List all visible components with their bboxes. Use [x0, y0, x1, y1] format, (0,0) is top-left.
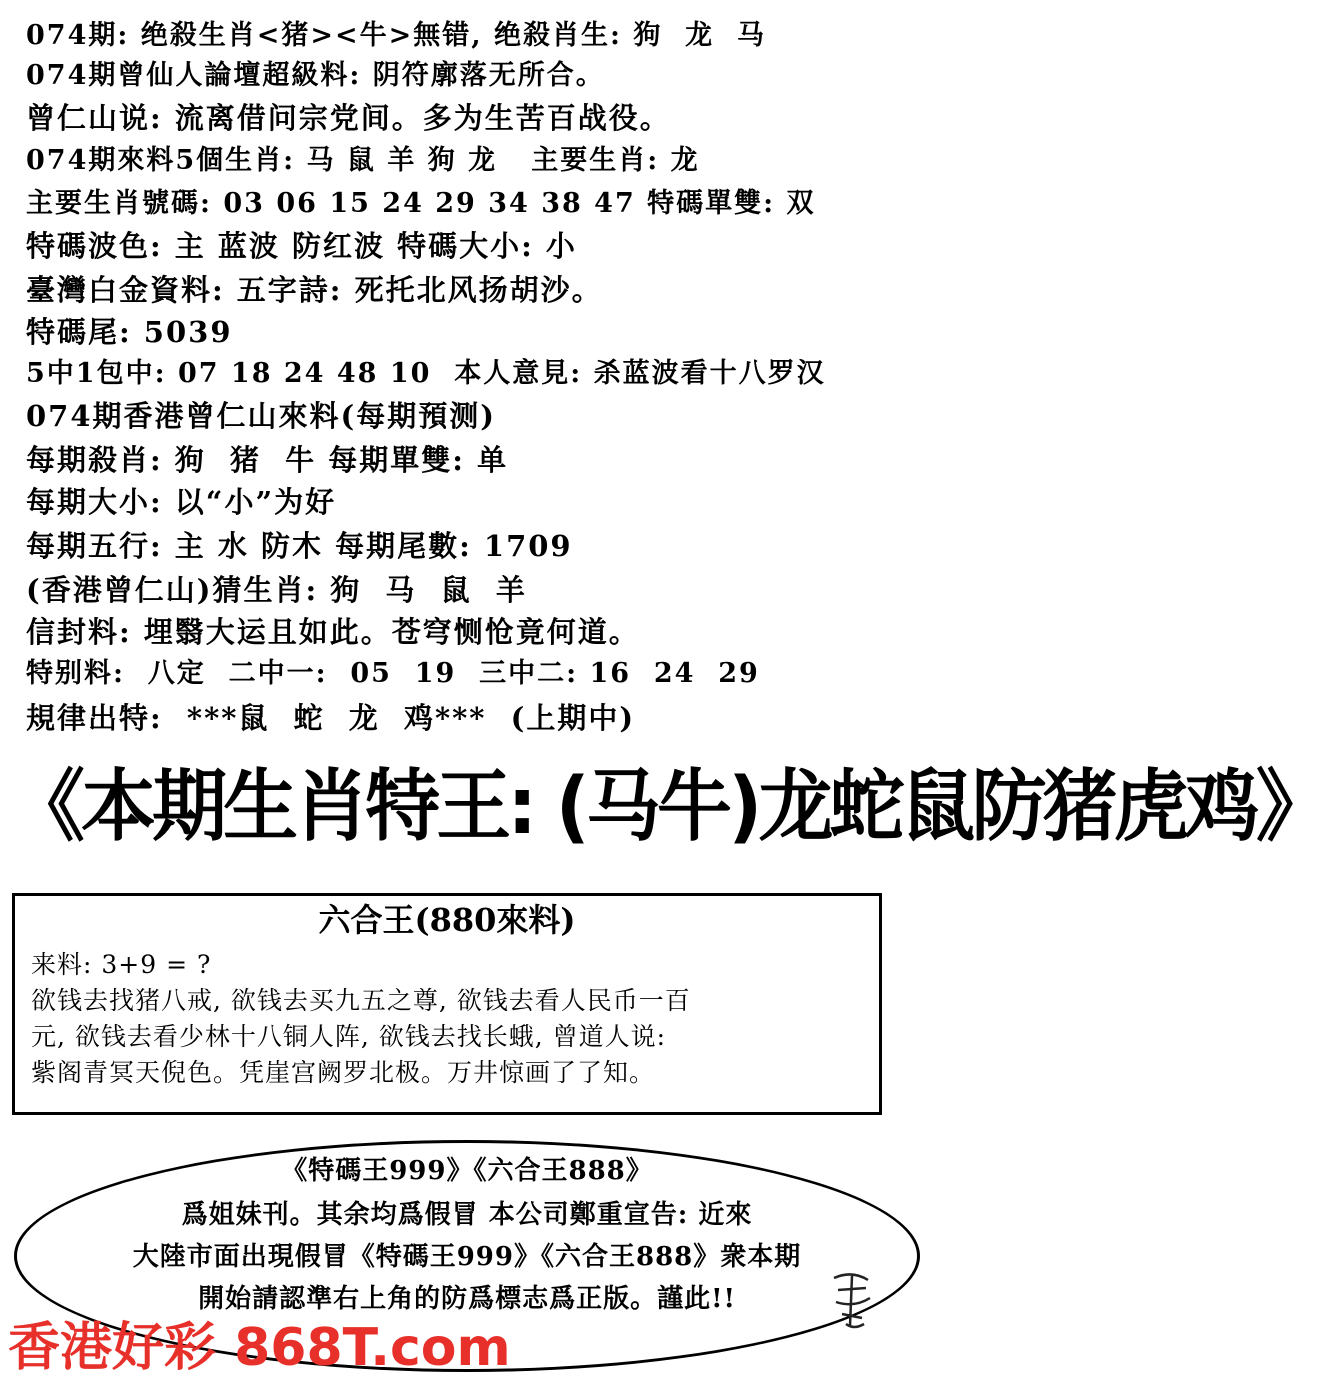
box-line-3: 元, 欲钱去看少林十八铜人阵, 欲钱去找长蛾, 曾道人说: [31, 1022, 667, 1051]
line-8: 特碼尾: 5039 [26, 315, 233, 349]
main-banner: 《本期生肖特王: (马牛)龙蛇鼠防猪虎鸡》 [10, 762, 1327, 852]
box-line-4: 紫阁青冥天倪色。凭崖宫阙罗北极。万井惊画了了知。 [31, 1058, 656, 1087]
notice-line-4: 開始請認準右上角的防爲標志爲正版。謹此!! [198, 1284, 736, 1314]
line-17: 規律出特: ***鼠 蛇 龙 鸡*** (上期中) [26, 701, 636, 735]
line-3: 曾仁山说: 流离借问宗党间。多为生苦百战役。 [26, 101, 671, 135]
line-4: 074期來料5個生肖: 马 鼠 羊 狗 龙 主要生肖: 龙 [26, 145, 700, 176]
line-16: 特别料: 八定 二中一: 05 19 三中二: 16 24 29 [26, 658, 760, 689]
line-11: 每期殺肖: 狗 猪 牛 每期單雙: 单 [26, 443, 509, 477]
line-10: 074期香港曾仁山來料(每期預测) [26, 399, 496, 433]
notice-line-1: 《特碼王999》《六合王888》 [281, 1156, 653, 1186]
liuhewang-box [12, 893, 882, 1115]
box-line-2: 欲钱去找猪八戒, 欲钱去买九五之尊, 欲钱去看人民币一百 [31, 986, 691, 1015]
line-9: 5中1包中: 07 18 24 48 10 本人意見: 杀蓝波看十八罗汉 [26, 358, 826, 389]
line-5: 主要生肖號碼: 03 06 15 24 29 34 38 47 特碼單雙: 双 [26, 188, 816, 219]
line-15: 信封料: 埋翳大运且如此。苍穹恻怆竟何道。 [26, 615, 640, 649]
line-13: 每期五行: 主 水 防木 每期尾數: 1709 [26, 529, 573, 563]
line-6: 特碼波色: 主 蓝波 防红波 特碼大小: 小 [26, 229, 577, 263]
notice-line-2: 爲姐妹刊。其余均爲假冒 本公司鄭重宣告: 近來 [181, 1200, 753, 1230]
line-14: (香港曾仁山)猜生肖: 狗 马 鼠 羊 [26, 573, 527, 607]
line-2: 074期曾仙人論壇超級料: 阴符廓落无所合。 [26, 60, 605, 91]
anti-counterfeit-stamp [822, 1268, 882, 1338]
box-title: 六合王(880來料) [318, 901, 576, 939]
line-12: 每期大小: 以“小”为好 [26, 485, 337, 519]
line-7: 臺灣白金資料: 五字詩: 死托北风扬胡沙。 [26, 273, 603, 307]
line-1: 074期: 绝殺生肖<猪><牛>無错, 绝殺肖生: 狗 龙 马 [26, 20, 766, 51]
site-watermark: 香港好彩 868T.com [8, 1318, 511, 1378]
stamp-scribble-icon [824, 1268, 880, 1334]
box-line-1: 来料: 3+9 = ? [31, 950, 212, 979]
notice-line-3: 大陸市面出現假冒《特碼王999》《六合王888》衆本期 [132, 1242, 802, 1272]
